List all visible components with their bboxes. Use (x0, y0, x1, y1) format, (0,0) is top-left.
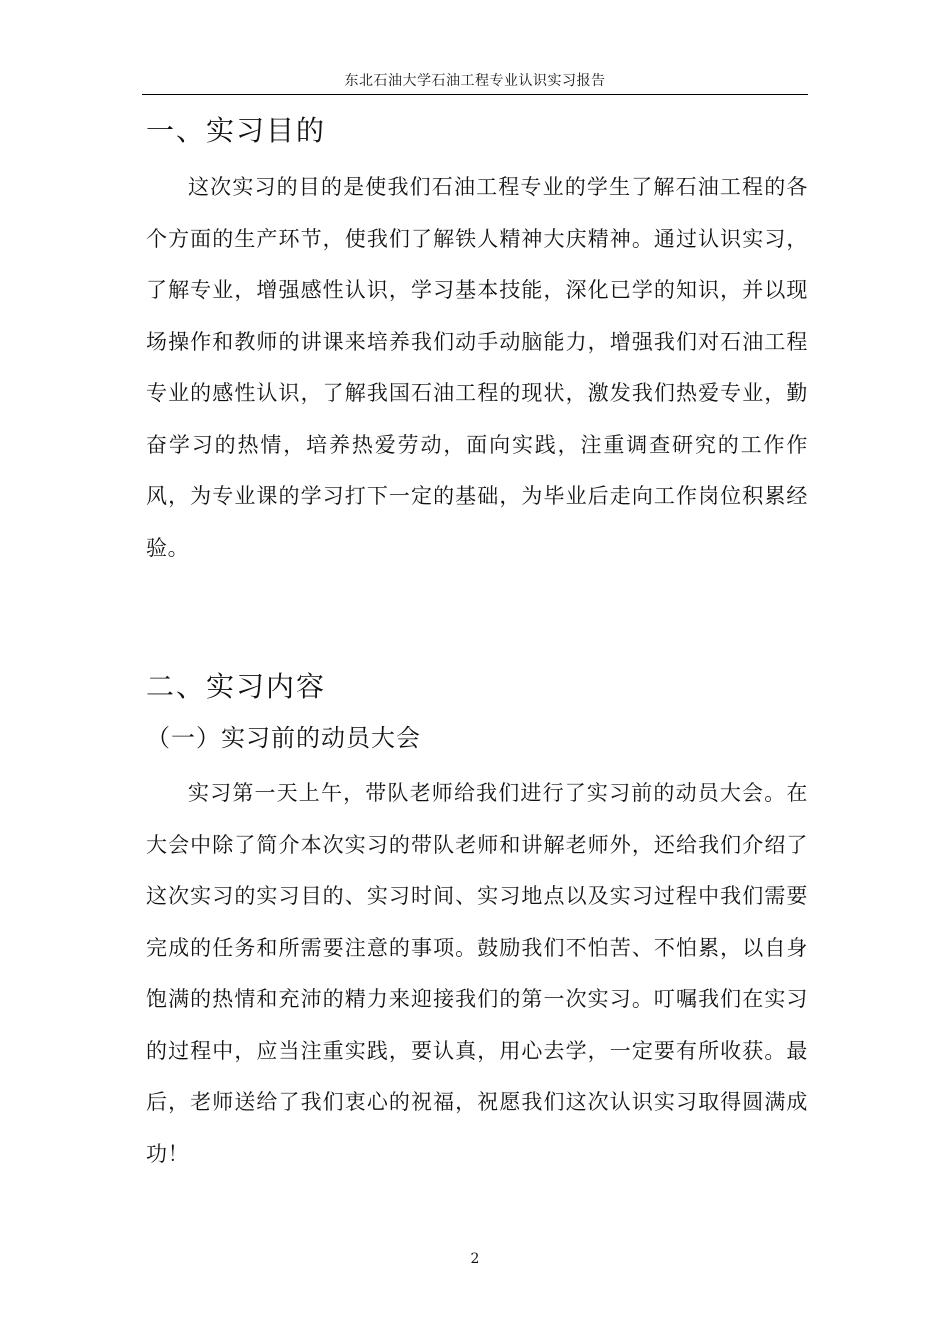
section-heading: 二、实习内容 (146, 670, 327, 703)
section-spacer (146, 574, 808, 660)
page-header: 东北石油大学石油工程专业认识实习报告 (344, 73, 606, 89)
header-divider (142, 94, 808, 95)
paragraph: 实习第一天上午，带队老师给我们进行了实习前的动员大会。在大会中除了简介本次实习的带队老师和讲解老师外，还给我们介绍了这次实习的实习目的、实习时间、实习地点以及实习过程中我们需要完成的任务和所需要注意的事项。鼓励我们不怕苦、不怕累，以自身饱满的热情和充沛的精力来迎接我们的第一次实习。叮嘱我们在实习的过程中，应当注重实践，要认真，用心去学，一定要有所收获。最后，老师送给了我们衷心的祝福，祝愿我们这次认识实习取得圆满成功！ (146, 781, 808, 1166)
paragraph: 这次实习的目的是使我们石油工程专业的学生了解石油工程的各个方面的生产环节，使我们了解铁人精神大庆精神。通过认识实习，了解专业，增强感性认识，学习基本技能，深化已学的知识，并以现场操作和教师的讲课来培养我们动手动脑能力，增强我们对石油工程专业的感性认识，了解我国石油工程的现状，激发我们热爱专业，勤奋学习的热情，培养热爱劳动，面向实践，注重调查研究的工作作风，为专业课的学习打下一定的基础，为毕业后走向工作岗位积累经验。 (146, 175, 808, 560)
document-body (146, 104, 808, 1180)
section-internship-purpose (146, 104, 808, 574)
page-number: 2 (470, 1251, 480, 1267)
section-heading: 一、实习目的 (146, 114, 327, 147)
sub-heading: （一）实习前的动员大会 (146, 724, 421, 752)
section-internship-content (146, 660, 808, 1180)
